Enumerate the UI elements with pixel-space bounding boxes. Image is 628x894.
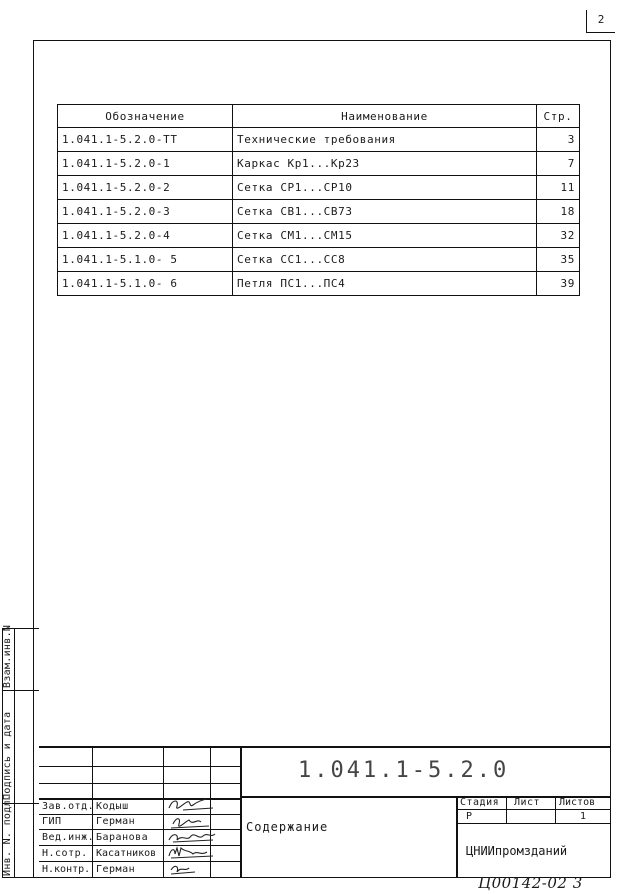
label-vzam-inv: Взам.инв.N xyxy=(2,624,13,688)
row-designation: 1.041.1-5.2.0-1 xyxy=(58,152,233,176)
row-name: Сетка СР1...СР10 xyxy=(233,176,537,200)
table-row xyxy=(58,128,580,152)
tb-stage-row2 xyxy=(456,823,611,824)
sheet-number-box xyxy=(586,10,615,33)
role-zav-otd: Зав.отд. xyxy=(42,801,95,812)
document-title: Содержание xyxy=(246,820,329,834)
row-page: 3 xyxy=(537,128,580,152)
row-name: Технические требования xyxy=(233,128,537,152)
row-name: Каркас Кр1...Кр23 xyxy=(233,152,537,176)
row-designation: 1.041.1-5.2.0-2 xyxy=(58,176,233,200)
stage-value: Р xyxy=(466,811,473,822)
header-name: Наименование xyxy=(233,105,537,128)
table-row xyxy=(58,200,580,224)
sheetnum-top-line xyxy=(586,10,587,32)
role-n-sotr: Н.сотр. xyxy=(42,848,88,859)
row-page: 39 xyxy=(537,272,580,296)
table-row xyxy=(58,152,580,176)
row-page: 11 xyxy=(537,176,580,200)
name-n-sotr: Касатников xyxy=(96,848,157,859)
row-page: 32 xyxy=(537,224,580,248)
binding-strip-divider xyxy=(14,628,15,878)
signature-3 xyxy=(169,834,215,842)
signature-5 xyxy=(171,866,195,874)
document-code: 1.041.1-5.2.0 xyxy=(298,758,510,783)
binding-strip-sep-1 xyxy=(2,690,39,691)
header-designation: Обозначение xyxy=(58,105,233,128)
row-name: Сетка СВ1...СВ73 xyxy=(233,200,537,224)
row-designation: 1.041.1-5.1.0- 6 xyxy=(58,272,233,296)
name-zav-otd: Кодыш xyxy=(96,801,129,812)
sheets-label: Листов xyxy=(559,797,596,808)
sheets-value: 1 xyxy=(580,811,587,822)
row-name: Сетка СС1...СС8 xyxy=(233,248,537,272)
role-gip: ГИП xyxy=(42,816,62,827)
sheet-label: Лист xyxy=(514,797,541,808)
row-name: Сетка СМ1...СМ15 xyxy=(233,224,537,248)
row-page: 7 xyxy=(537,152,580,176)
tb-top-line xyxy=(39,746,611,748)
table-row xyxy=(58,224,580,248)
signature-1 xyxy=(169,799,213,810)
organization: ЦНИИпромзданий xyxy=(466,844,568,858)
tb-stage-col1 xyxy=(506,796,507,823)
label-podpis-data: Подпись и дата xyxy=(2,711,13,800)
row-designation: 1.041.1-5.1.0- 5 xyxy=(58,248,233,272)
tb-grid-col-1 xyxy=(92,746,93,878)
name-ved-inzh: Баранова xyxy=(96,832,149,843)
contents-table xyxy=(57,104,580,296)
stage-label: Стадия xyxy=(460,797,500,808)
name-gip: Герман xyxy=(96,816,136,827)
row-designation: 1.041.1-5.2.0-3 xyxy=(58,200,233,224)
row-page: 18 xyxy=(537,200,580,224)
row-designation: 1.041.1-5.2.0-4 xyxy=(58,224,233,248)
footer-code: Ц00142-02 3 xyxy=(478,874,583,892)
row-designation: 1.041.1-5.2.0-ТТ xyxy=(58,128,233,152)
role-ved-inzh: Вед.инж. xyxy=(42,832,95,843)
signatures xyxy=(163,796,243,878)
header-page: Стр. xyxy=(537,105,580,128)
tb-stage-row1 xyxy=(456,809,611,810)
table-row xyxy=(58,248,580,272)
signature-2 xyxy=(171,819,209,828)
signature-4 xyxy=(169,848,213,858)
table-row xyxy=(58,272,580,296)
name-n-kontr: Герман xyxy=(96,864,136,875)
role-n-kontr: Н.контр. xyxy=(42,864,91,875)
sheet-number: 2 xyxy=(597,13,605,26)
table-row xyxy=(58,176,580,200)
row-page: 35 xyxy=(537,248,580,272)
tb-stage-col2 xyxy=(555,796,556,823)
row-name: Петля ПС1...ПС4 xyxy=(233,272,537,296)
table-header-row xyxy=(58,105,580,128)
label-inv-podl: Инв. N. подл. xyxy=(2,793,13,876)
